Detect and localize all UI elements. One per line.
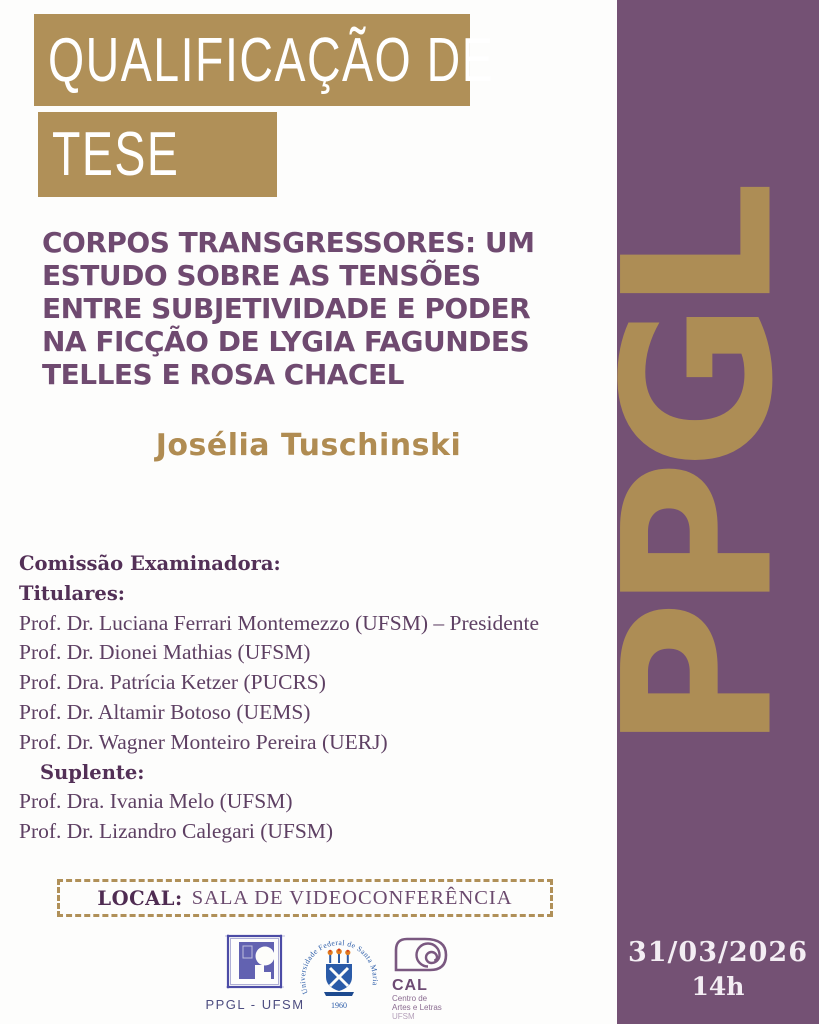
title-line: ESTUDO SOBRE AS TENSÕES (42, 259, 481, 292)
location-value: SALA DE VIDEOCONFERÊNCIA (191, 886, 513, 909)
location-box (57, 879, 553, 917)
ufsm-seal-icon (297, 931, 381, 1015)
banner-text-line1: QUALIFICAÇÃO DE (48, 25, 495, 95)
ufsm-torches (328, 949, 351, 964)
suplente-label: Suplente: (40, 760, 145, 784)
event-date: 31/03/2026 (627, 937, 808, 968)
ppgl-logo (205, 934, 305, 1012)
committee-section (19, 549, 609, 847)
ppgl-sketch-icon (218, 934, 292, 990)
program-acronym-vertical: PPGL (580, 191, 819, 751)
committee-member: Prof. Dr. Dionei Mathias (UFSM) (19, 640, 311, 665)
committee-member: Prof. Dra. Ivania Melo (UFSM) (19, 789, 293, 814)
title-line: TELLES E ROSA CHACEL (42, 358, 404, 391)
title-line: CORPOS TRANSGRESSORES: UM (42, 226, 535, 259)
ppgl-logo-caption: PPGL - UFSM (205, 997, 305, 1012)
cal-spiral-icon (392, 936, 450, 972)
banner-text-line2: TESE (52, 120, 180, 189)
committee-member: Prof. Dr. Altamir Botoso (UEMS) (19, 699, 311, 724)
committee-heading: Comissão Examinadora: (19, 552, 281, 575)
committee-member: Prof. Dr. Luciana Ferrari Montemezzo (UFSM) – Presidente (19, 610, 540, 635)
cal-ufsm-label: UFSM (392, 1012, 415, 1021)
cal-logo (392, 936, 468, 1021)
title-line: ENTRE SUBJETIVIDADE E PODER (42, 292, 531, 325)
event-datetime (617, 936, 819, 1004)
titulares-label: Titulares: (19, 581, 126, 605)
qualification-banner-line2 (38, 112, 277, 197)
cal-name-line: Centro de (392, 994, 428, 1003)
title-line: NA FICÇÃO DE LYGIA FAGUNDES (42, 325, 530, 358)
committee-member: Prof. Dra. Patrícia Ketzer (PUCRS) (19, 670, 326, 695)
event-time: 14h (691, 972, 745, 1001)
qualification-banner-line1 (34, 14, 495, 106)
ufsm-ring-text: Universidade Federal de Santa Maria (297, 937, 381, 996)
committee-member: Prof. Dr. Wagner Monteiro Pereira (UERJ) (19, 729, 388, 754)
author-name: Josélia Tuschinski (155, 428, 462, 463)
ufsm-shield (324, 964, 354, 996)
cal-name-line: Artes e Letras (392, 1003, 442, 1012)
cal-acronym: CAL (392, 977, 428, 994)
ufsm-year: 1960 (331, 1001, 347, 1010)
ufsm-seal-logo (297, 931, 381, 1015)
location-label: LOCAL: (97, 886, 183, 910)
thesis-title (42, 226, 597, 391)
committee-member: Prof. Dr. Lizandro Calegari (UFSM) (19, 819, 334, 844)
